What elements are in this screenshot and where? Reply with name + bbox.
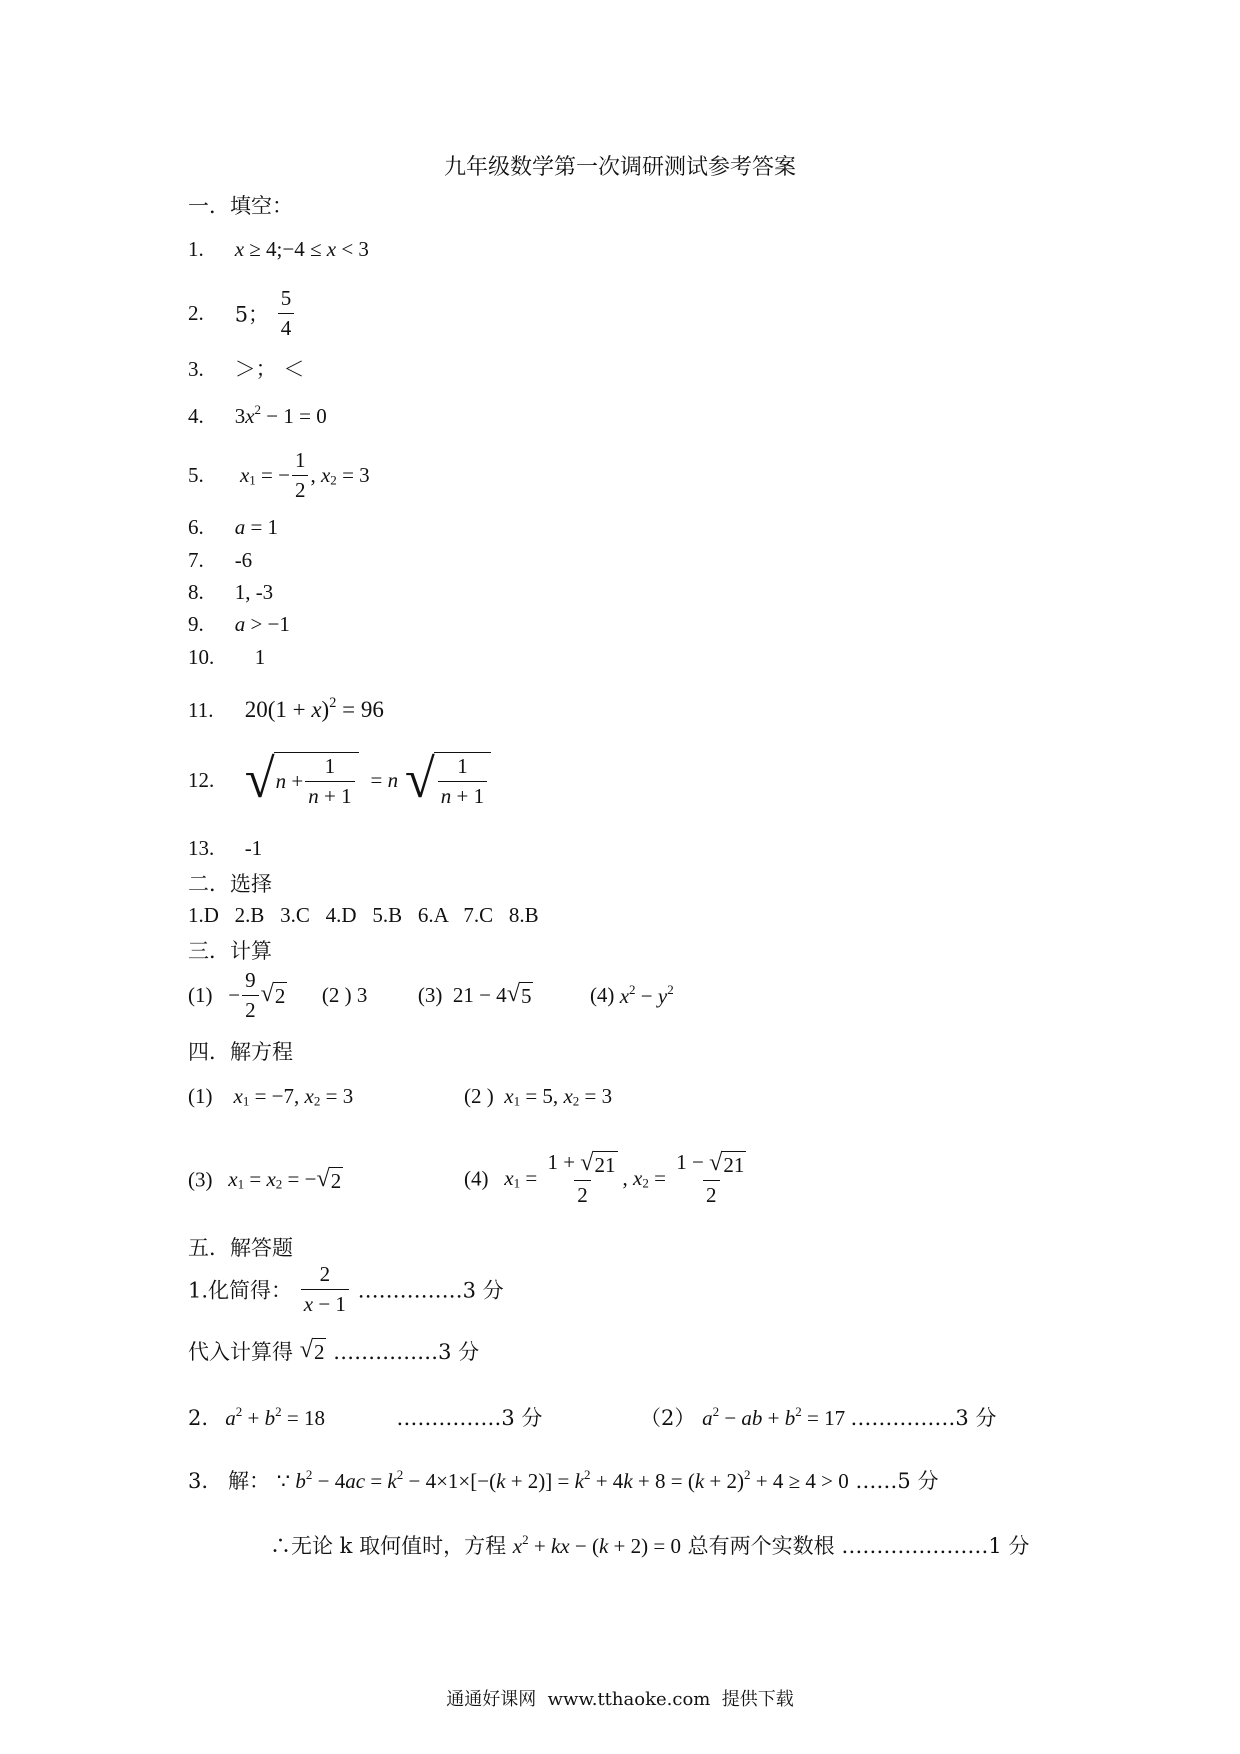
q1-prefix: 1.化简得： [188, 1278, 293, 1303]
section-answer-heading: 五．解答题 [188, 1236, 293, 1260]
fill-item-12 [188, 748, 491, 809]
q3b-score: …………………1 分 [841, 1534, 1030, 1558]
calc-label-1: (1) [188, 983, 213, 1007]
fill-item-9 [188, 612, 290, 637]
sqrt-expression: √ $\frac{1}{n + 1}$ [405, 752, 491, 809]
fill-item-1 [188, 237, 369, 262]
q2b-label: （2） [640, 1406, 696, 1430]
solve-label-2: (2 ) [464, 1084, 494, 1108]
formula: a = 1 [234, 515, 279, 539]
solve-row-4: (4) $x_1$ = 1 + √ 21 2 , $x_2$ = 1 − √ 21 2 [464, 1150, 751, 1208]
answer-q3b: ∴无论 k 取何值时，方程 $x^2$ + kx − (k + 2) = 0 总有两个实数根 …………………1 分 [270, 1531, 1030, 1558]
solve-row-2: (2 ) $x_1 = 5$, $x_2 = 3$ [464, 1084, 613, 1109]
page-title: 九年级数学第一次调研测试参考答案 [443, 155, 796, 180]
calc-label-2: (2 ) 3 [321, 983, 368, 1007]
answer-q2: 2. $a^2 + b^2 = 18$ ……………3 分 [188, 1403, 543, 1430]
fill-item-5 [188, 448, 370, 503]
answer-q1 [188, 1262, 504, 1317]
footer: 通通好课网 www.tthaoke.com 提供下载 [446, 1689, 794, 1710]
q3-score: ……5 分 [855, 1469, 939, 1493]
q3-label: 3. 解： [188, 1469, 271, 1493]
sqrt-expression: √ n + $\frac{1}{n + 1}$ [245, 752, 359, 809]
fill-item-7 [188, 548, 252, 573]
answer-q2b: （2） $a^2$ − ab + $b^2 = 17$ ……………3 分 [640, 1403, 997, 1430]
fill-item-3 [188, 353, 304, 383]
solve-label-1: (1) [188, 1084, 213, 1108]
section-fill-heading: 一．填空： [188, 194, 293, 218]
formula: $3x^2 - 1 = 0$ [234, 402, 327, 429]
fill-item-2 [188, 286, 296, 341]
fraction: $\frac{9}{2}$ [242, 968, 259, 1023]
fill-item-6 [188, 515, 278, 540]
answer: ＞； ＜ [234, 357, 305, 381]
solve-row-1: (1) $x_1 = -7$, $x_2 = 3$ [188, 1084, 354, 1109]
formula: $x_1$ = − [239, 462, 290, 488]
item-number: 5. [188, 463, 204, 487]
section-solve-heading: 四．解方程 [188, 1040, 293, 1064]
answer: 1, -3 [234, 580, 274, 604]
fraction: $\frac{1}{2}$ [292, 448, 309, 503]
formula-tail: , $x_2 = 3$ [310, 462, 370, 488]
item-number: 6. [188, 515, 204, 539]
item-number: 13. [188, 836, 215, 860]
fill-item-4 [188, 402, 327, 429]
q1-score: ……………3 分 [357, 1278, 504, 1303]
fraction: $\frac{5}{4}$ [278, 286, 295, 341]
sqrt-5: √ 5 [506, 980, 532, 1008]
item-number: 1. [188, 237, 204, 261]
item-number: 9. [188, 612, 204, 636]
answer-q3: 3. 解： ∵ $b^2 - 4ac = k^2 - 4\times 1\times[-(k + 2)] = k^2 + 4k + 8 = (k + 2)^2 + 4 \ge 4 > 0$ ……5 分 [188, 1466, 939, 1493]
item-number: 3. [188, 357, 204, 381]
formula: a > −1 [234, 612, 290, 636]
item-number: 4. [188, 404, 204, 429]
answer-prefix: 5； [234, 302, 270, 327]
fill-item-10 [188, 645, 265, 670]
q1b-prefix: 代入计算得 [188, 1340, 293, 1364]
q1b-score: ……………3 分 [333, 1340, 480, 1364]
item-number: 7. [188, 548, 204, 572]
sqrt-2: √ 2 [260, 980, 286, 1008]
q2b-score: ……………3 分 [850, 1406, 997, 1430]
calc-row: (1) − $\frac{9}{2}$ √ 2 (2 ) 3 (3) 21 − 4 √ 5 (4) $x^2 - y^2$ [188, 968, 674, 1022]
item-number: 12. [188, 768, 215, 792]
calc-label-3: (3) [417, 983, 443, 1007]
q2-label: 2. [188, 1406, 209, 1430]
answer: -1 [244, 836, 263, 860]
answer: 1 [254, 645, 266, 669]
fill-item-13 [188, 836, 262, 861]
solve-label-4: (4) [464, 1166, 489, 1191]
q2-score: ……………3 分 [396, 1406, 543, 1430]
item-number: 11. [188, 697, 214, 722]
q3b-prefix: ∴无论 k 取何值时，方程 [270, 1534, 507, 1558]
fill-item-11 [188, 695, 384, 723]
fraction: 1 + √ 21 2 [547, 1148, 616, 1207]
formula: $20(1 + x)^2 = 96$ [244, 695, 384, 722]
sqrt-2: √ 2 [316, 1164, 342, 1193]
equals: = n [365, 768, 399, 792]
formula: x ≥ 4;−4 ≤ x < 3 [234, 237, 369, 261]
answer-q1b [188, 1336, 479, 1366]
item-number: 2. [188, 301, 204, 325]
choice-answers: 1.D 2.B 3.C 4.D 5.B 6.A 7.C 8.B [188, 903, 539, 927]
sqrt-2: √ 2 [299, 1335, 325, 1364]
item-number: 8. [188, 580, 204, 604]
calc-label-4: (4) [589, 983, 615, 1007]
section-choice-heading: 二．选择 [188, 872, 272, 896]
q3b-suffix: 总有两个实数根 [687, 1534, 835, 1558]
fraction: $\frac{2}{x - 1}$ [301, 1262, 349, 1317]
section-calc-heading: 三．计算 [188, 939, 272, 963]
solve-label-3: (3) [188, 1167, 213, 1192]
answer: -6 [234, 548, 253, 572]
fill-item-8 [188, 580, 273, 605]
item-number: 10. [188, 645, 215, 669]
fraction: 1 − √ 21 2 [676, 1148, 745, 1207]
solve-row-3: (3) $x_1 = x_2$ = − √ 2 [188, 1164, 342, 1193]
